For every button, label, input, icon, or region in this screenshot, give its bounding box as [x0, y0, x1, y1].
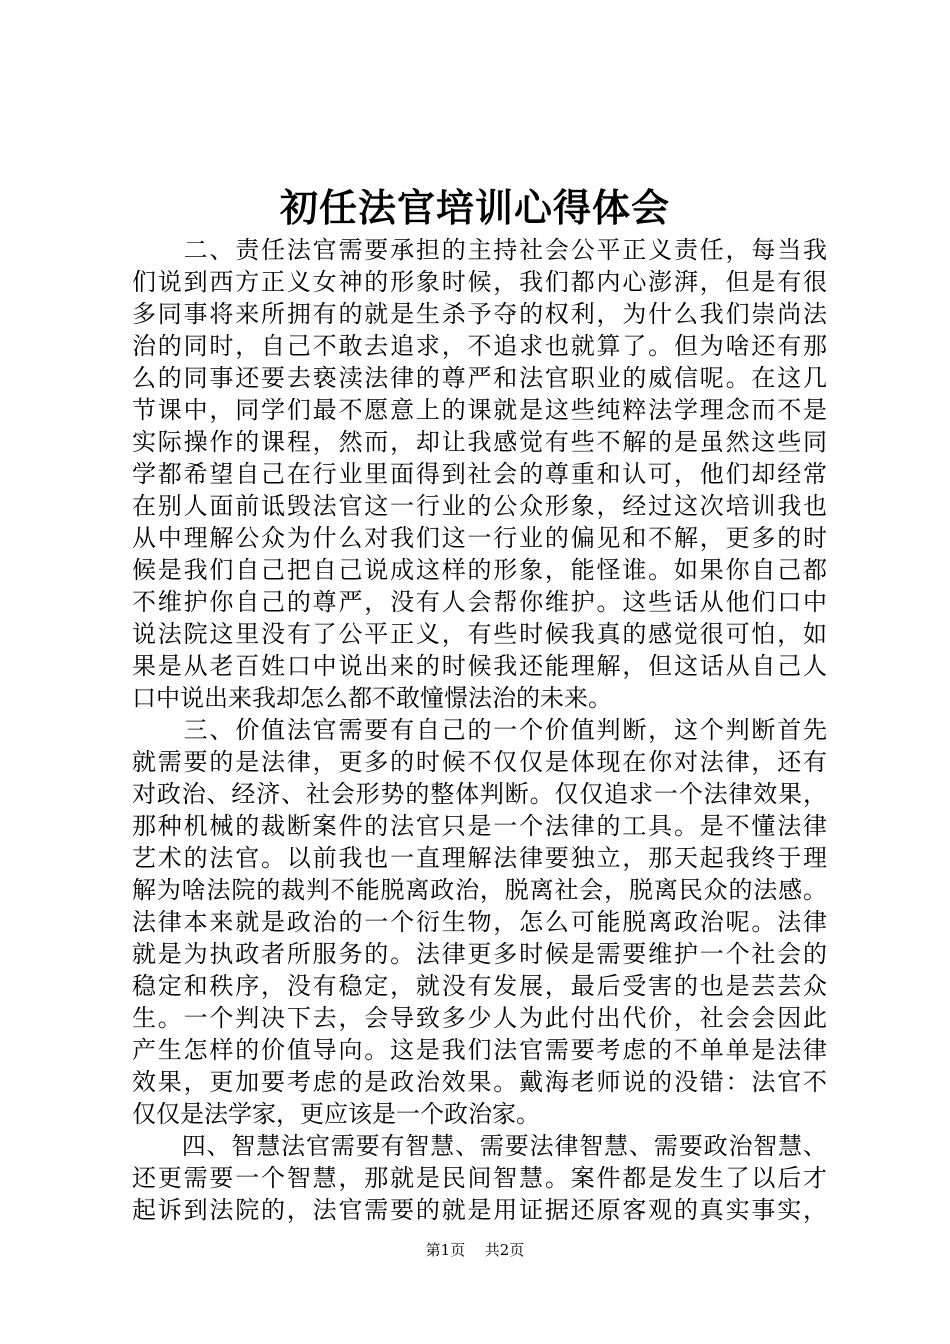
paragraph-line: 二、责任法官需要承担的主持社会公平正义责任，每当我 — [132, 236, 827, 264]
paragraph-line: 法律本来就是政治的一个衍生物，怎么可能脱离政治呢。法律 — [132, 908, 827, 936]
paragraph-line: 从中理解公众为什么对我们这一行业的偏见和不解，更多的时 — [132, 524, 827, 552]
paragraph — [132, 234, 827, 714]
paragraph-line: 艺术的法官。以前我也一直理解法律要独立，那天起我终于理 — [132, 844, 827, 872]
paragraph-line: 四、智慧法官需要有智慧、需要法律智慧、需要政治智慧、 — [132, 1132, 827, 1160]
page-total: 共2页 — [484, 1241, 525, 1259]
paragraph-line: 生。一个判决下去，会导致多少人为此付出代价，社会会因此 — [132, 1004, 827, 1032]
paragraph-line: 还更需要一个智慧，那就是民间智慧。案件都是发生了以后才 — [132, 1164, 827, 1192]
page-number: 第1页 — [425, 1241, 466, 1259]
paragraph-line: 们说到西方正义女神的形象时候，我们都内心澎湃，但是有很 — [132, 268, 827, 296]
paragraph-line: 果是从老百姓口中说出来的时候我还能理解，但这话从自己人 — [132, 652, 827, 680]
paragraph-line: 学都希望自己在行业里面得到社会的尊重和认可，他们却经常 — [132, 460, 827, 488]
paragraph-line: 多同事将来所拥有的就是生杀予夺的权利，为什么我们崇尚法 — [132, 300, 827, 328]
document-body — [132, 234, 827, 1226]
paragraph-line: 解为啥法院的裁判不能脱离政治，脱离社会，脱离民众的法感。 — [132, 876, 827, 904]
paragraph — [132, 1130, 827, 1226]
paragraph-line: 起诉到法院的，法官需要的就是用证据还原客观的真实事实， — [132, 1196, 827, 1224]
paragraph-line: 节课中，同学们最不愿意上的课就是这些纯粹法学理念而不是 — [132, 396, 827, 424]
paragraph-line: 就需要的是法律，更多的时候不仅仅是体现在你对法律，还有 — [132, 748, 827, 776]
document-title: 初任法官培训心得体会 — [279, 185, 670, 230]
paragraph-line: 对政治、经济、社会形势的整体判断。仅仅追求一个法律效果， — [132, 780, 827, 808]
paragraph-line: 不维护你自己的尊严，没有人会帮你维护。这些话从他们口中 — [132, 588, 827, 616]
paragraph-line: 实际操作的课程，然而，却让我感觉有些不解的是虽然这些同 — [132, 428, 827, 456]
paragraph-line: 产生怎样的价值导向。这是我们法官需要考虑的不单单是法律 — [132, 1036, 827, 1064]
page-footer — [0, 1240, 950, 1260]
paragraph-line: 三、价值法官需要有自己的一个价值判断，这个判断首先 — [132, 716, 827, 744]
paragraph-line: 就是为执政者所服务的。法律更多时候是需要维护一个社会的 — [132, 940, 827, 968]
paragraph-line: 口中说出来我却怎么都不敢憧憬法治的未来。 — [132, 684, 612, 712]
paragraph-line: 稳定和秩序，没有稳定，就没有发展，最后受害的也是芸芸众 — [132, 972, 827, 1000]
paragraph-line: 说法院这里没有了公平正义，有些时候我真的感觉很可怕，如 — [132, 620, 827, 648]
paragraph-line: 候是我们自己把自己说成这样的形象，能怪谁。如果你自己都 — [132, 556, 827, 584]
paragraph-line: 仅仅是法学家，更应该是一个政治家。 — [132, 1100, 540, 1128]
paragraph-line: 治的同时，自己不敢去追求，不追求也就算了。但为啥还有那 — [132, 332, 827, 360]
paragraph-line: 那种机械的裁断案件的法官只是一个法律的工具。是不懂法律 — [132, 812, 827, 840]
paragraph — [132, 714, 827, 1130]
paragraph-line: 在别人面前诋毁法官这一行业的公众形象，经过这次培训我也 — [132, 492, 827, 520]
paragraph-line: 效果，更加要考虑的是政治效果。戴海老师说的没错：法官不 — [132, 1068, 827, 1096]
paragraph-line: 么的同事还要去亵渎法律的尊严和法官职业的威信呢。在这几 — [132, 364, 827, 392]
